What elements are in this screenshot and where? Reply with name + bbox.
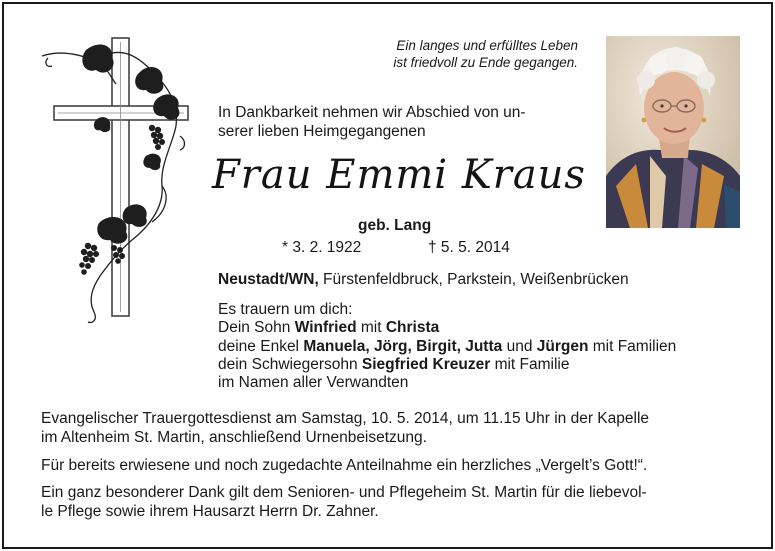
cross-with-vine-icon [40, 36, 190, 326]
mourner-name: Winfried [294, 319, 357, 337]
text-segment: deine Enkel [218, 337, 304, 355]
mourner-name: Christa [385, 319, 440, 337]
mourner-name: Jürgen [536, 337, 589, 355]
intro-line-2: serer lieben Heimgegangenen [218, 123, 426, 140]
place-main: Neustadt/WN, [218, 271, 319, 288]
mourner-name: Siegfried Kreuzer [361, 355, 491, 373]
service-line-1: Evangelischer Trauergottesdienst am Samstag, 10. 5. 2014, um 11.15 Uhr in der Kapelle [41, 410, 650, 427]
special-thanks-line-1: Ein ganz besonderer Dank gilt dem Senioren- und Pflegeheim St. Martin für die liebevol- [41, 484, 647, 501]
service-info [41, 409, 741, 447]
mourners-heading: Es trauern um dich: [218, 301, 353, 318]
places-line [218, 271, 629, 289]
special-thanks-text [41, 483, 741, 521]
text-segment: mit [356, 319, 386, 337]
deceased-name: Frau Emmi Kraus [212, 152, 586, 198]
mourners-block [218, 301, 676, 392]
portrait-photo [606, 36, 740, 228]
text-segment: und [502, 337, 537, 355]
text-segment: mit Familie [490, 355, 570, 373]
mourners-line-4: im Namen aller Verwandten [218, 374, 409, 392]
death-date: † 5. 5. 2014 [428, 239, 510, 256]
epitaph-line-1: Ein langes und erfülltes Leben [396, 38, 578, 53]
mourners-line-3 [218, 356, 676, 374]
text-segment: Dein Sohn [218, 319, 295, 337]
service-line-2: im Altenheim St. Martin, anschließend Urnenbeisetzung. [41, 429, 427, 446]
special-thanks-line-2: le Pflege sowie ihrem Hausarzt Herrn Dr. Zahner. [41, 503, 379, 520]
maiden-name: geb. Lang [358, 217, 432, 234]
mourners-line-1 [218, 319, 676, 337]
epitaph-quote [364, 37, 578, 71]
text-segment: mit Familien [588, 337, 677, 355]
mourners-line-2 [218, 338, 676, 356]
text-segment: dein Schwiegersohn [218, 355, 362, 373]
obituary-notice [2, 2, 773, 549]
birth-date: * 3. 2. 1922 [282, 239, 362, 256]
epitaph-line-2: ist friedvoll zu Ende gegangen. [393, 55, 578, 70]
portrait-illustration [606, 36, 740, 228]
mourner-name: Manuela, Jörg, Birgit, Jutta [303, 337, 503, 355]
intro-line-1: In Dankbarkeit nehmen wir Abschied von un- [218, 104, 526, 121]
thanks-text [41, 456, 741, 475]
intro-text [218, 103, 588, 141]
place-others: Fürstenfeldbruck, Parkstein, Weißenbrücken [318, 271, 629, 288]
thanks-line-1: Für bereits erwiesene und noch zugedachte Anteilnahme ein herzliches „Vergelt’s Gott!“. [41, 457, 648, 474]
